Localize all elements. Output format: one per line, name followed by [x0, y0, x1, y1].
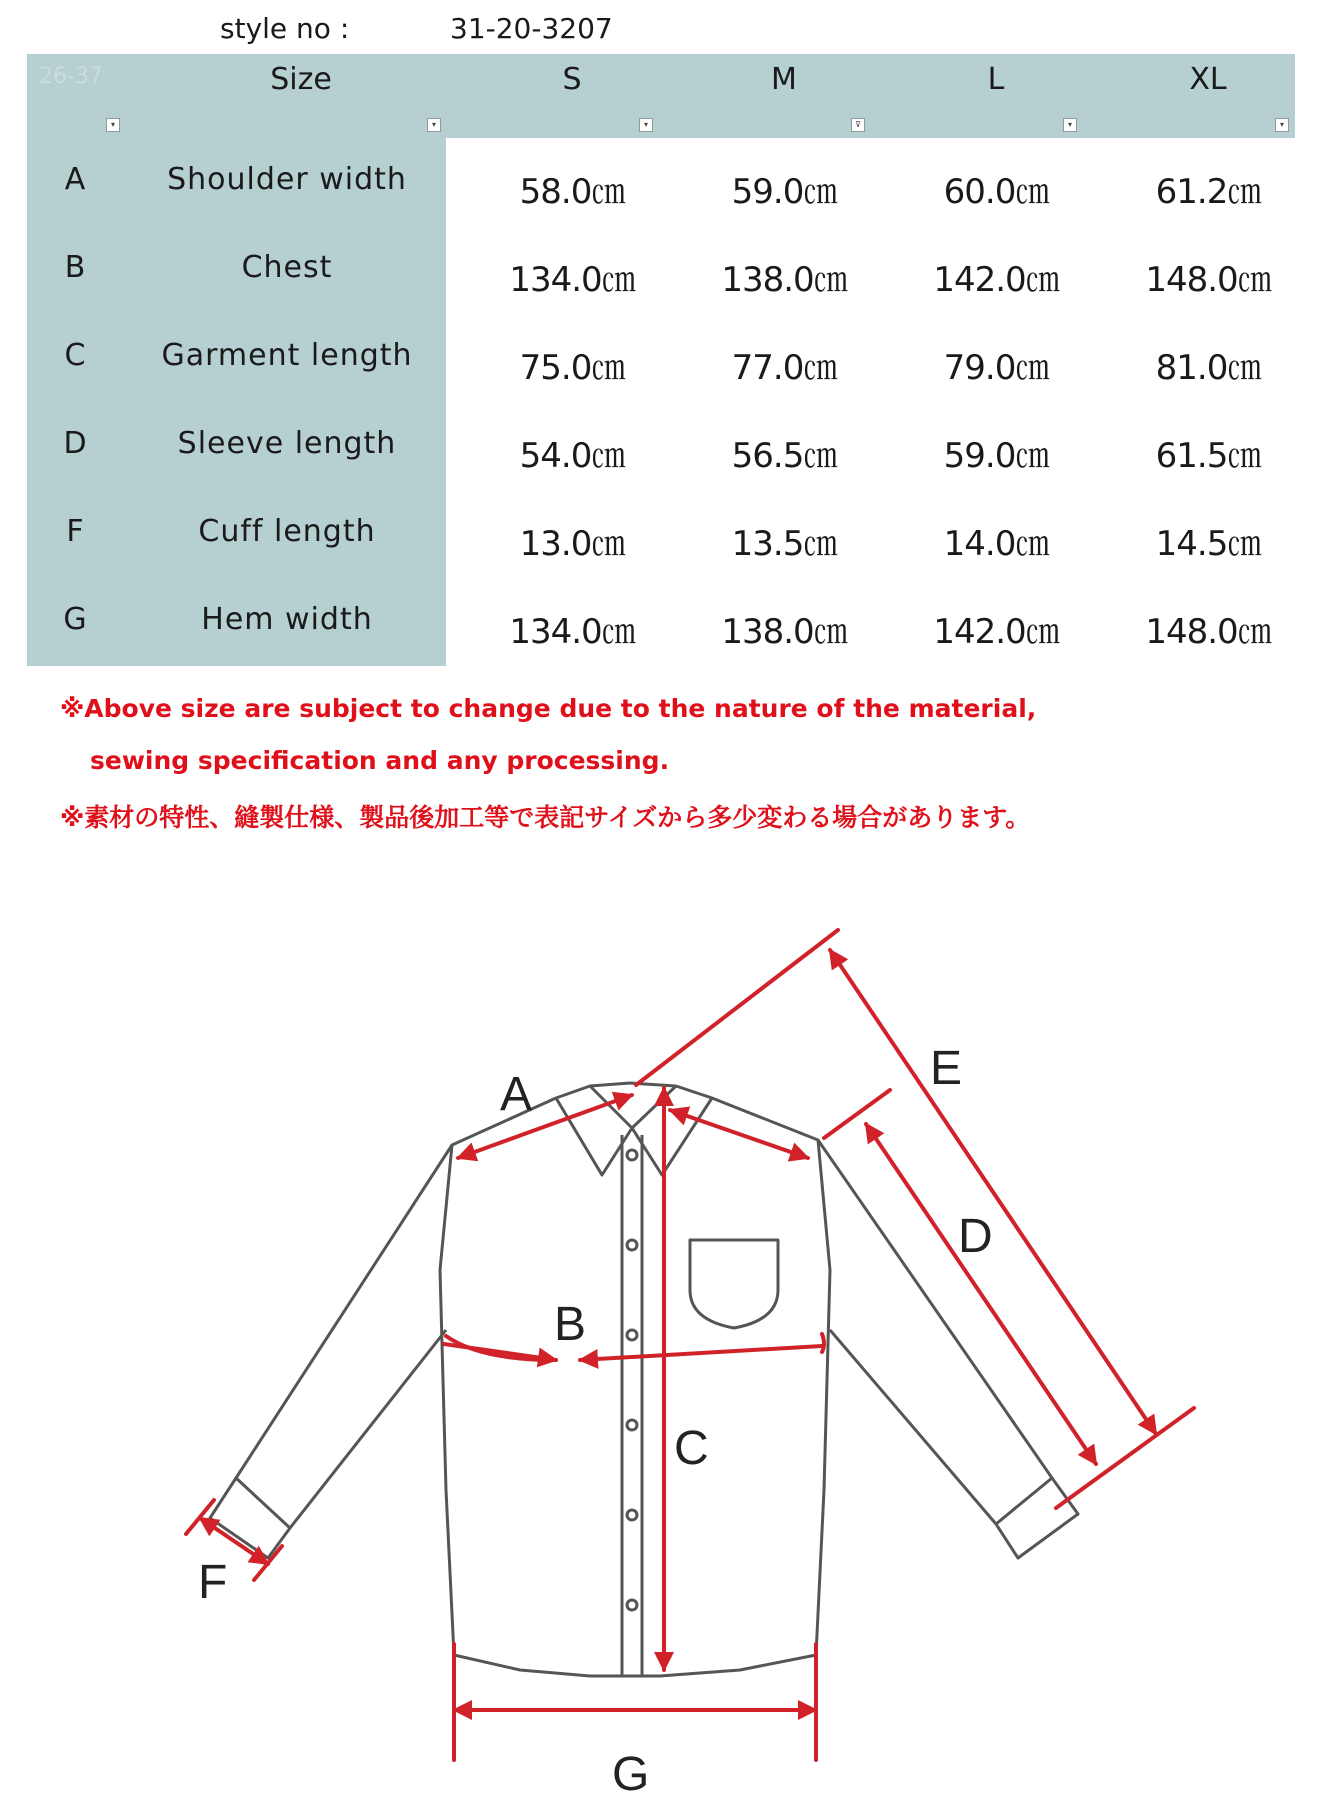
- row-name: Shoulder width: [167, 162, 407, 197]
- cell-value: 138.0㎝: [721, 612, 847, 652]
- shirt-buttons: [627, 1150, 637, 1610]
- label-c: C: [674, 1422, 709, 1475]
- note-line-1: ※Above size are subject to change due to the nature of the material,: [60, 694, 1037, 723]
- style-number-row: [0, 8, 700, 48]
- dropdown-arrow-icon[interactable]: ▾: [427, 118, 441, 132]
- label-g: G: [612, 1748, 650, 1800]
- row-code: F: [66, 514, 84, 549]
- shirt-button: [627, 1600, 637, 1610]
- button-placket: [622, 1135, 642, 1676]
- shirt-collar: [556, 1086, 712, 1175]
- right-sleeve: [818, 1140, 1052, 1524]
- table-row: [27, 578, 1295, 666]
- table-row: [27, 490, 1295, 578]
- shirt-button: [627, 1240, 637, 1250]
- note-line-2: sewing specification and any processing.: [90, 746, 670, 775]
- row-code: D: [63, 426, 87, 461]
- cell-value: 59.0㎝: [943, 436, 1049, 476]
- shirt-button: [627, 1150, 637, 1160]
- cell-value: 13.5㎝: [731, 524, 837, 564]
- label-b: B: [554, 1298, 587, 1351]
- table-row: [27, 138, 1295, 226]
- style-number-value: 31-20-3207: [450, 12, 613, 45]
- row-name: Cuff length: [198, 514, 376, 549]
- shirt-outline: [210, 1083, 1078, 1676]
- cell-value: 59.0㎝: [731, 172, 837, 212]
- row-code: C: [64, 338, 86, 373]
- header-ghost-text: 26-37: [39, 64, 103, 89]
- measure-a-right: [670, 1110, 808, 1158]
- cell-value: 61.2㎝: [1155, 172, 1261, 212]
- shirt-button: [627, 1330, 637, 1340]
- cell-value: 142.0㎝: [933, 612, 1059, 652]
- cell-value: 81.0㎝: [1155, 348, 1261, 388]
- cell-value: 134.0㎝: [509, 260, 635, 300]
- measurement-lines: [186, 930, 1194, 1760]
- row-code: A: [64, 162, 86, 197]
- header-size-m: M: [771, 62, 797, 97]
- cell-value: 142.0㎝: [933, 260, 1059, 300]
- row-name: Garment length: [161, 338, 413, 373]
- label-e: E: [930, 1042, 963, 1095]
- filter-active-icon[interactable]: ⊽: [851, 118, 865, 132]
- cell-value: 75.0㎝: [519, 348, 625, 388]
- note-line-3: ※素材の特性、縫製仕様、製品後加工等で表記サイズから多少変わる場合があります。: [60, 803, 1031, 832]
- dropdown-arrow-icon[interactable]: ▾: [1063, 118, 1077, 132]
- shirt-button: [627, 1510, 637, 1520]
- cell-value: 13.0㎝: [519, 524, 625, 564]
- left-sleeve: [236, 1145, 452, 1528]
- label-f: F: [198, 1556, 228, 1609]
- row-name: Chest: [241, 250, 333, 285]
- header-size-label: Size: [270, 62, 332, 97]
- measure-b-right: [580, 1346, 822, 1360]
- measurement-labels: [198, 1042, 993, 1800]
- cell-value: 148.0㎝: [1145, 612, 1271, 652]
- dropdown-arrow-icon[interactable]: ▾: [639, 118, 653, 132]
- dropdown-arrow-icon[interactable]: ▾: [1275, 118, 1289, 132]
- row-code: B: [64, 250, 86, 285]
- label-a: A: [500, 1068, 533, 1121]
- header-size-s: S: [562, 62, 582, 97]
- cell-value: 60.0㎝: [943, 172, 1049, 212]
- cell-value: 61.5㎝: [1155, 436, 1261, 476]
- cell-value: 148.0㎝: [1145, 260, 1271, 300]
- header-size-l: L: [987, 62, 1005, 97]
- label-d: D: [958, 1210, 993, 1263]
- row-name: Sleeve length: [177, 426, 397, 461]
- measure-e: [830, 950, 1156, 1434]
- measure-e-guide: [636, 930, 838, 1085]
- dropdown-arrow-icon[interactable]: ▾: [106, 118, 120, 132]
- cell-value: 14.0㎝: [943, 524, 1049, 564]
- shirt-button: [627, 1420, 637, 1430]
- table-row: [27, 314, 1295, 402]
- shirt-measurement-diagram: [0, 880, 1320, 1800]
- table-row: [27, 402, 1295, 490]
- measure-e-end: [1056, 1408, 1194, 1508]
- cell-value: 134.0㎝: [509, 612, 635, 652]
- cell-value: 138.0㎝: [721, 260, 847, 300]
- table-row: [27, 226, 1295, 314]
- cell-value: 14.5㎝: [1155, 524, 1261, 564]
- cell-value: 79.0㎝: [943, 348, 1049, 388]
- style-number-label: style no :: [220, 12, 350, 45]
- chest-pocket: [690, 1240, 778, 1328]
- table-header: [27, 54, 1295, 138]
- cell-value: 54.0㎝: [519, 436, 625, 476]
- cell-value: 77.0㎝: [731, 348, 837, 388]
- cell-value: 56.5㎝: [731, 436, 837, 476]
- row-code: G: [63, 602, 87, 637]
- measure-b-right-curve: [822, 1334, 824, 1352]
- cell-value: 58.0㎝: [519, 172, 625, 212]
- row-name: Hem width: [201, 602, 373, 637]
- shirt-body: [440, 1083, 830, 1676]
- measure-d-guide: [824, 1090, 890, 1138]
- header-size-xl: XL: [1189, 62, 1227, 97]
